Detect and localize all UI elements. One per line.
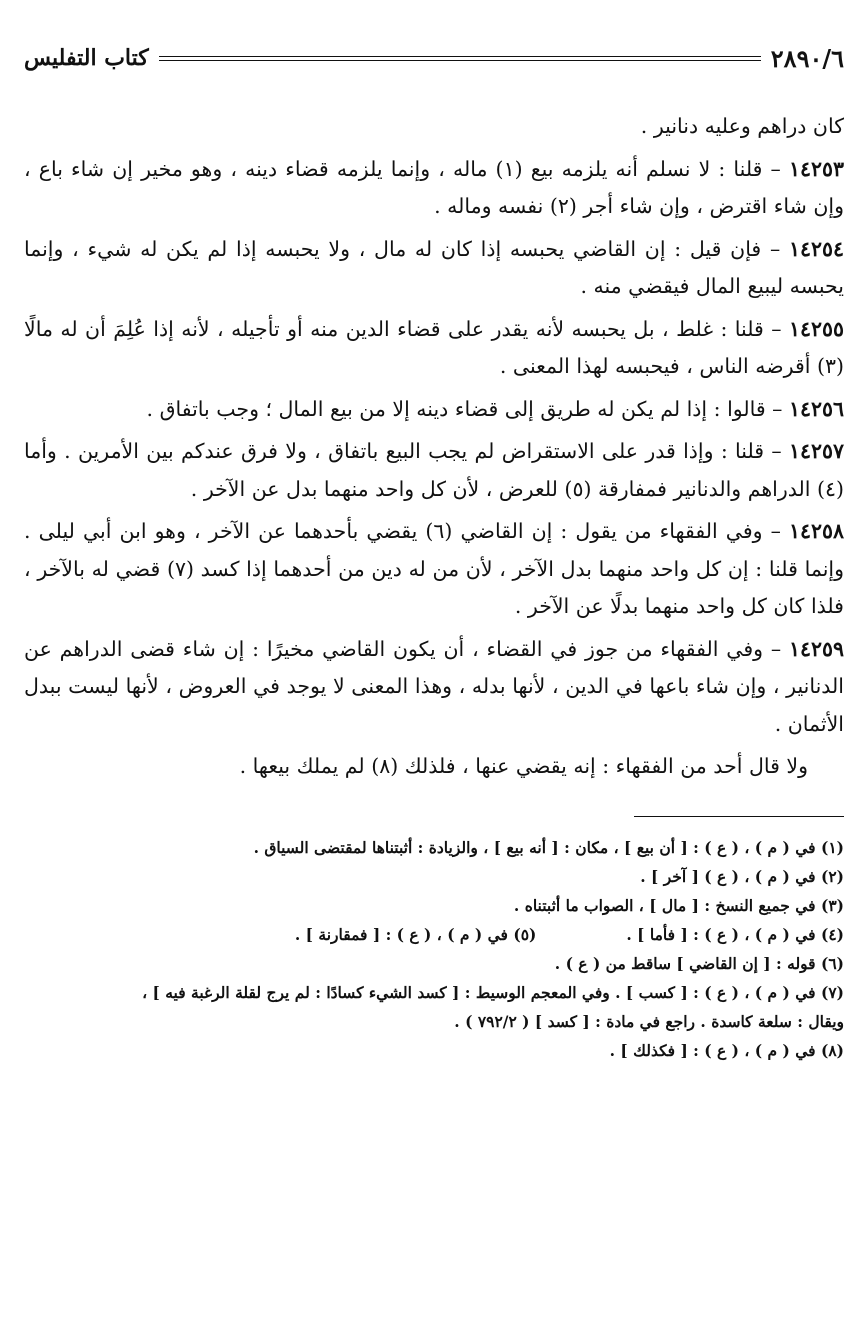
paragraph-number: ١٤٢٥٤: [788, 236, 844, 261]
footnote: (٦) قوله : [ إن القاضي ] ساقط من ( ع ) .: [554, 953, 844, 973]
paragraph: [24, 391, 844, 429]
paragraph: [24, 631, 844, 744]
running-header: [24, 36, 844, 80]
paragraph: [24, 433, 844, 508]
paragraph-text: – وفي الفقهاء من جوز في القضاء ، أن يكون القاضي مخيرًا : إن شاء قضى الدراهم عن الدنانير ، وإن شاء باعها في الدين ، لأنها بدله ، وهذا المعنى لا يوجد في العروض ، لأنها ليست ببدل الأثمان .: [24, 636, 844, 736]
footnote: (٢) في ( م ) ، ( ع ) [ آخر ] .: [640, 866, 844, 886]
paragraph-number: ١٤٢٥٣: [788, 156, 844, 181]
page-number: ٢٨٩٠/٦: [770, 43, 844, 73]
footnote-continuation: ويقال : سلعة كاسدة . راجع في مادة : [ كسد ] ( ٧٩٢/٢ ) .: [454, 1011, 844, 1031]
paragraph: [24, 513, 844, 626]
header-rule: [159, 56, 761, 61]
paragraph-text: – فإن قيل : إن القاضي يحبسه إذا كان له مال ، ولا يحبسه إذا لم يكن له شيء ، وإنما يحبسه ليبيع المال فيقضي منه .: [24, 236, 844, 298]
footnote: (٣) في جميع النسخ : [ مال ] ، الصواب ما أثبتناه .: [513, 895, 844, 915]
closing-text: ولا قال أحد من الفقهاء : إنه يقضي عنها ، فلذلك (٨) لم يملك بيعها .: [239, 754, 808, 778]
paragraph: [24, 231, 844, 306]
paragraph-number: ١٤٢٥٨: [788, 519, 844, 543]
footnote-pair: [24, 920, 844, 949]
footnote: (١) في ( م ) ، ( ع ) : [ أن بيع ] ، مكان : [ أنه بيع ] ، والزيادة : أثبتناها لمقتضى السياق .: [253, 837, 844, 857]
footnote: (٧) في ( م ) ، ( ع ) : [ كسب ] . وفي المعجم الوسيط : [ كسد الشيء كسادًا : لم يرج لقلة الرغبة فيه ] ،: [142, 982, 844, 1002]
main-text: [24, 108, 844, 786]
footnote: (٨) في ( م ) ، ( ع ) : [ فكذلك ] .: [609, 1040, 844, 1060]
footnotes: [24, 833, 844, 1065]
paragraph-number: ١٤٢٥٥: [788, 316, 844, 341]
paragraph-text: – وفي الفقهاء من يقول : إن القاضي (٦) يقضي بأحدهما عن الآخر ، وهو ابن أبي ليلى . وإنما قلنا : إن كل واحد منهما بدل الآخر ، لأن من له دين من أحدهما إذا كسد (٧) قضي له بالآخر ، فلذا كان كل واحد منهما بدلًا عن الآخر .: [24, 519, 844, 618]
paragraph-number: ١٤٢٥٩: [788, 636, 844, 661]
paragraph-text: – قلنا : وإذا قدر على الاستقراض لم يجب البيع باتفاق ، ولا فرق عندكم بين الأمرين . وأما (٤) الدراهم والدنانير فمفارقة (٥) للعرض ، لأن كل واحد منهما بدل عن الآخر .: [24, 439, 844, 501]
paragraph-text: – قلنا : لا نسلم أنه يلزمه بيع (١) ماله ، وإنما يلزمه قضاء دينه ، وهو مخير إن شاء باع ، وإن شاء اقترض ، وإن شاء أجر (٢) نفسه وماله .: [24, 156, 844, 218]
footnote: (٤) في ( م ) ، ( ع ) : [ فأما ] .: [626, 924, 844, 944]
book-page: [24, 36, 844, 1065]
paragraph: [24, 311, 844, 386]
book-title: كتاب التفليس: [24, 45, 149, 71]
paragraph-text: كان دراهم وعليه دنانير .: [640, 114, 844, 138]
paragraph-text: – قالوا : إذا لم يكن له طريق إلى قضاء دينه إلا من بيع المال ؛ وجب باتفاق .: [146, 396, 789, 421]
closing-paragraph: [24, 748, 844, 786]
paragraph: [24, 108, 844, 146]
paragraph: [24, 151, 844, 226]
paragraph-text: – قلنا : غلط ، بل يحبسه لأنه يقدر على قضاء الدين منه أو تأجيله ، لأنه إذا عُلِمَ أن له مالًا (٣) أقرضه الناس ، فيحبسه لهذا المعنى .: [24, 316, 844, 378]
footnote: (٥) في ( م ) ، ( ع ) : [ فمقارنة ] .: [294, 924, 537, 944]
footnote-separator: [634, 816, 844, 817]
paragraph-number: ١٤٢٥٧: [788, 439, 844, 463]
paragraph-number: ١٤٢٥٦: [788, 396, 844, 421]
